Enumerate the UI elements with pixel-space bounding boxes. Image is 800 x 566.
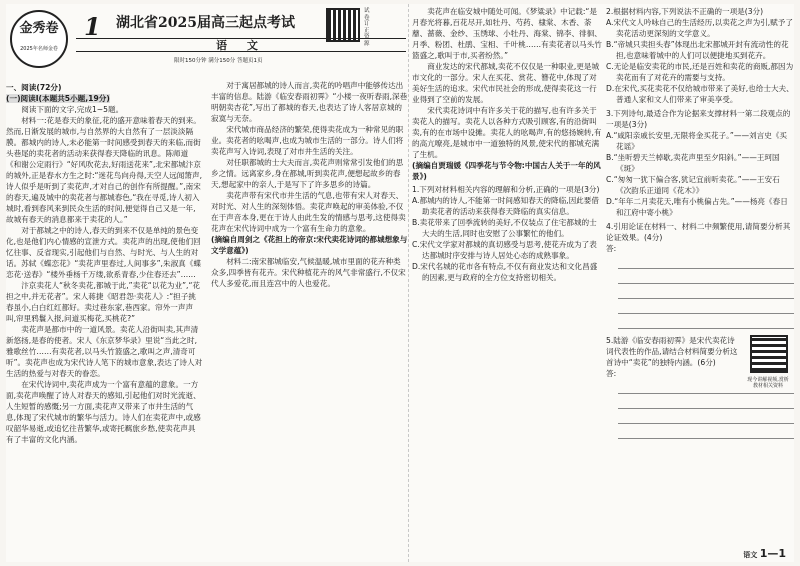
option-c[interactable]: C.宋代文学家对都城的真切感受与思考,使花卉成为了表达都城时序安排与诗人居处心态的成熟事象。 [412,240,597,260]
option-b[interactable]: B.卖花带来了回季流转的美好,不仅装点了住宅都城的士大夫的生活,同时也安慰了公事繁忙的他们。 [412,218,597,238]
page-number: 1—1 [759,547,786,560]
answer-label: 答: [606,369,617,378]
paragraph: 材料二:南宋都城临安,气候温暖,城市里面的花卉种类众多,四季皆有花卉。宋代种植花卉的风气非常盛行,不仅宋代人多爱花,而且连宫中的人也爱花。 [211,257,406,288]
paragraph: 卖花声是都市中的一道风景。卖花人沿街叫卖,其声清新悠扬,是春的使者。宋人《东京梦华录》里说“当此之时,雅歌丝竹……有卖花者,以马头竹篮盛之,歌叫之声,清奇可听”。卖花声也成为宋代诗人笔下的城市意象,表达了诗人对生活的热爱与对春天的眷恋。 [6,325,203,378]
paragraph: 对于寓居都城的诗人而言,卖花的吟唱声中能够传达出丰富的信息。陆游《临安春雨初霁》“小楼一夜听春雨,深巷明朝卖杏花”,写出了都城的春天,也表达了诗人客居京城的寂寞与无奈。 [211,81,408,123]
option-c[interactable]: C.无论是临安卖花的市民,还是百姓和卖花的商贩,都因为卖花而有了对花卉的需要与支持。 [606,62,794,82]
qr-caption: 现今讲解视频,赏析教材相关资料 [747,377,789,389]
page-footer [743,547,786,560]
source-citation: (摘编自周剑之《花担上的帝京:宋代卖花诗词的都城想象与文学意蕴》) [211,235,408,255]
answer-label: 答: [606,244,617,253]
option-b[interactable]: B.“坐听碧天兰棹歇,卖花声里至夕阳斜。”——王珂国《斑》 [606,153,780,173]
logo-title: 金秀卷 [19,21,59,36]
option-d[interactable]: D.宋代名城的花市各有特点,不仅有商业发达和文化昌盛的因素,更与政府的全方位支持密切相关。 [412,262,598,282]
option-d[interactable]: D.在宋代,买花卖花不仅给城市带来了美好,也给士大夫、普通人家和文人们带来了审美享受。 [606,84,794,104]
instructions: 阅读下面的文字,完成1~5题。 [21,105,124,114]
paragraph: 卖花声带有宋代市井生活的气息,也带有宋人对春天、对时光、对人生的深刻体悟。卖花声唤起的审美体验,不仅在于声音本身,更在于诗人由此生发的情感与思考,这使得卖花声在宋代诗词中成为一个富有生命力的意象。 [211,191,406,233]
subject-bar [76,38,406,52]
column-4 [606,6,794,554]
question-4: 4.引用论证在材料一、材料二中频繁使用,请简要分析其论证效果。(4分) [606,222,791,242]
qr-code-icon[interactable] [326,8,360,42]
column-divider [408,4,409,562]
option-a[interactable]: A.都城内的诗人,不能第一时间感知春天的降临,因此要借助卖花者的活动来获得春天降临的真实信息。 [412,196,599,216]
paragraph: 宋代卖花诗词中有许多关于花的描写,也有许多关于卖花人的描写。卖花人以各种方式吸引顾客,有的沿街叫卖,有的在市场中设摊。卖花人的吆喝声,有的悠扬婉转,有的高亢嘹亮,是城市中一道独特的风景,使宋代的都城充满了生机。 [412,106,602,159]
answer-line[interactable] [618,299,794,314]
option-c[interactable]: C.“匆匆一犹下偏合客,犹记宜前听卖花。”——王安石《次韵乐正道同《花木》》 [606,175,780,195]
subject-title: 语 文 [216,39,266,52]
answer-line[interactable] [618,394,794,409]
section-heading: 一、阅读(72分) [6,83,62,92]
exam-header [6,6,406,76]
answer-line[interactable] [618,269,794,284]
question-3: 3.下列诗句,最适合作为论据来支撑材料一第二段观点的一项是(3分) [606,109,791,129]
paragraph: 宋代城市商品经济的繁荣,使得卖花成为一种常见的职业。卖花者的吆喝声,也成为城市生活的一部分。诗人们将卖花声写入诗词,表现了对市井生活的关注。 [211,125,404,156]
question-1: 1.下列对材料相关内容的理解和分析,正确的一项是(3分) [412,185,600,194]
paragraph: 对任职都城的士大夫而言,卖花声则常常引发他们的思乡之情。远离家乡,身在都城,听到卖花声,便想起故乡的春天,想起家中的亲人,于是写下了许多思乡的诗篇。 [211,158,404,189]
answer-line[interactable] [618,424,794,439]
question-5-block [606,335,794,389]
qr-code-icon[interactable] [750,335,788,373]
paragraph: 汴京卖花人“秋冬卖花,都城于此,”卖花“以花为业”,“花担之中,并无花者”。宋人蒋捷《昭君怨·卖花人》:“担子挑春虽小,白白红红都好。卖过巷东家,巷西家。帘外一声声叫,帘里鸦鬟入报,问道买梅花,买桃花?” [6,281,200,323]
option-b[interactable]: B.“帝城只卖担头春”体现出北宋都城开封有流动性的花担,也意味着城中的人们可以便捷地买到花卉。 [606,40,789,60]
qr-label: 试卷订正资源 [364,8,370,47]
paragraph: 商业发达的宋代都城,卖花不仅仅是一种职业,更是城市文化的一部分。宋人在买花、赏花、簪花中,体现了对美好生活的追求。宋代市民社会的形成,使得卖花这一行业得到了空前的发展。 [412,62,600,104]
answer-line[interactable] [618,314,794,329]
answer-line[interactable] [618,409,794,424]
column-3 [412,6,604,283]
answer-line[interactable] [618,284,794,299]
paragraph: 卖花声在临安城中随处可闻。《梦粱录》中记载:“是月春光将暮,百花尽开,如牡丹、芍药、棣棠、木香、荼蘼、蔷薇、金纱、玉绣球、小牡丹、海棠、锦李、徘徊、月季、粉团、杜鹃、宝相、千叶桃……有卖花者以马头竹篮盛之,歌叫于市,买者纷然。” [412,7,602,60]
question-5: 5.陆游《临安春雨初霁》是宋代卖花诗词代表性的作品,请结合材料简要分析这首诗中“卖花”的独特内涵。(6分) [606,336,738,367]
subsection-heading: (一)阅读Ⅰ(本题共5小题,19分) [6,94,110,103]
exam-meta: 限时150分钟 满分150分 答题页1页 [174,58,263,64]
answer-line[interactable] [618,254,794,269]
paragraph: 材料一:花是春天的象征,花的盛开意味着春天的到来。然而,日渐发展的城市,与自然界的大自然有了一层淡淡隔膜。都城内的诗人,未必能第一时间感受到春天的来临,而街头巷尾的卖花者的活动来获得春天降临的讯息。陈师道《和谢公定雨行》“好风吹花去,好雨送花来”,北宋都城汴京的城外,正是春水方生之时:“迷花鸟向舟得,天空人远闻箫声,诗人似乎是听到了卖花声,才对自己的创作有所提醒。”,南宋的春天,遍及城中的卖花者与都城春色,“我在寻觅,诗人初入城时,看到春风来到民众生活的时间,便觉得自己又是一年,故城有春天的消息都来于卖花的人。” [6,116,202,224]
option-a[interactable]: A.宋代文人吟咏自己的生活经历,以卖花之声为引,赋予了卖花活动更深刻的文学意义。 [606,18,793,38]
exam-title: 湖北省2025届高三起点考试 [116,15,295,31]
paragraph: 对于都城之中的诗人,春天的到来不仅是单纯的景色变化,也是他们内心情感的宣泄方式。卖花声的出现,使他们回忆往事、反省现实,引起他们与自然、与时光、与人生的对话。苏轼《蝶恋花》“卖花声里春过,人间事多”,朱淑真《蝶恋花·送春》“楼外垂杨千万缕,欲系青春,少住春还去”…… [6,226,201,279]
column-1 [6,80,203,445]
question-2: 2.根据材料内容,下列说法不正确的一项是(3分) [606,7,764,16]
paper-number: 1 [84,12,101,41]
option-d[interactable]: D.“年年二月卖花天,唯有小桃偏占先。”——杨亮《春日和江府中寄小桃》 [606,197,788,217]
option-a[interactable]: A.“咸阳亲戚长安里,无限将金买花子。”——刘言史《买花谣》 [606,131,788,151]
paragraph: 在宋代诗词中,卖花声成为一个富有意蕴的意象。一方面,卖花声唤醒了诗人对春天的感知,引起他们对时光流逝、人生短暂的感慨;另一方面,卖花声又带来了市井生活的气息,体现了宋代城市的繁华与活力。诗人们在卖花声中,或感叹韶华易逝,或追忆往昔繁华,或寄托羁旅乡愁,使卖花声具有了丰富的文化内涵。 [6,380,201,444]
brand-logo [10,10,68,68]
logo-sub: 2025年名师金卷 [20,46,58,52]
footer-subject: 语文 [743,551,758,559]
column-2 [211,80,408,289]
source-citation: (摘编自贾瑞媛《四季花与节令物:中国古人关于一年的风景》) [412,161,601,181]
exam-page [6,4,794,562]
